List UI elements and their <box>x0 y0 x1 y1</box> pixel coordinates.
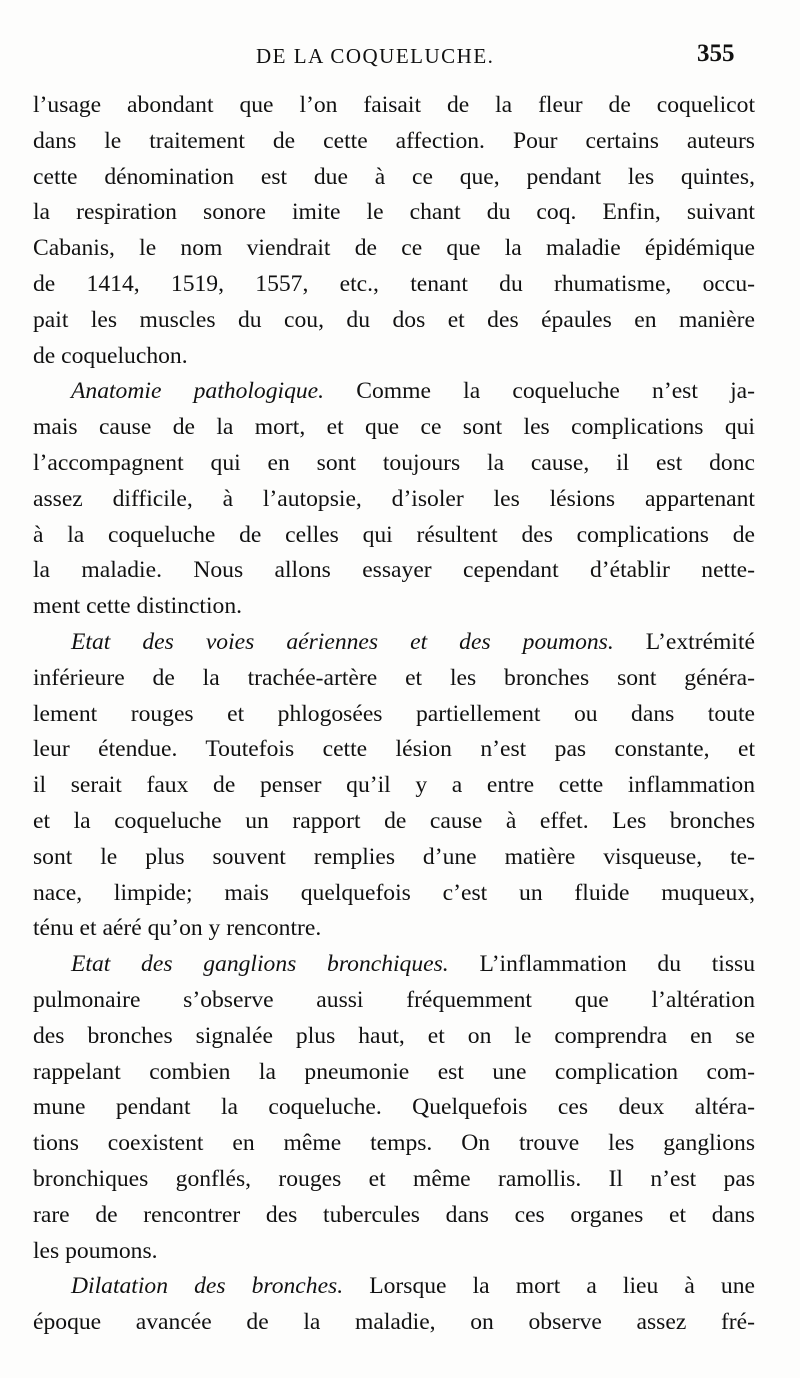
text-line <box>33 1198 755 1234</box>
line-text: et la coqueluche un rapport de cause à effet. Les bronches <box>33 807 755 834</box>
line-text: pait les muscles du cou, du dos et des épaules en manière <box>33 306 755 333</box>
text-line <box>33 876 755 912</box>
text-line <box>33 589 755 625</box>
text-line <box>33 1019 755 1055</box>
line-text: de coqueluchon. <box>33 342 188 369</box>
line-text: l’accompagnent qui en sont toujours la cause, il est donc <box>33 449 755 476</box>
text-line <box>33 1234 755 1270</box>
text-line <box>33 804 755 840</box>
line-text: il serait faux de penser qu’il y a entre cette inflammation <box>33 772 755 799</box>
line-text: à la coqueluche de celles qui résultent des complications de <box>33 521 755 548</box>
page-number: 355 <box>697 40 735 67</box>
section-heading-line <box>33 625 755 661</box>
text-line <box>33 661 755 697</box>
line-text: de 1414, 1519, 1557, etc., tenant du rhumatisme, occu- <box>33 270 755 297</box>
text-line <box>33 911 755 947</box>
line-text: ténu et aéré qu’on y rencontre. <box>33 915 322 942</box>
line-text: lement rouges et phlogosées partiellement ou dans toute <box>33 700 755 727</box>
text-line <box>33 840 755 876</box>
text-line <box>33 303 755 339</box>
text-line <box>33 732 755 768</box>
line-text: Lorsque la mort a lieu à une <box>343 1273 755 1300</box>
line-text: rare de rencontrer des tubercules dans ces organes et dans <box>33 1201 755 1228</box>
text-line <box>33 518 755 554</box>
line-text: cette dénomination est due à ce que, pendant les quintes, <box>33 163 755 190</box>
line-text: dans le traitement de cette affection. Pour certains auteurs <box>33 127 755 154</box>
line-text: époque avancée de la maladie, on observe assez fré- <box>33 1309 755 1336</box>
line-text: leur étendue. Toutefois cette lésion n’est pas constante, et <box>33 736 755 763</box>
text-line <box>33 195 755 231</box>
text-line <box>33 697 755 733</box>
line-text: pulmonaire s’observe aussi fréquemment que l’altération <box>33 986 755 1013</box>
line-text: assez difficile, à l’autopsie, d’isoler les lésions appartenant <box>33 485 755 512</box>
section-heading-line <box>33 374 755 410</box>
running-head <box>0 40 800 74</box>
line-text: L’extrémité <box>613 628 755 655</box>
text-line <box>33 1126 755 1162</box>
line-text: la maladie. Nous allons essayer cependant d’établir nette- <box>33 557 755 584</box>
text-line <box>33 482 755 518</box>
line-text: la respiration sonore imite le chant du coq. Enfin, suivant <box>33 199 755 226</box>
text-line <box>33 1162 755 1198</box>
line-text: des bronches signalée plus haut, et on le comprendra en se <box>33 1022 755 1049</box>
line-text: rappelant combien la pneumonie est une complication com- <box>33 1058 755 1085</box>
section-heading: Dilatation des bronches. <box>71 1273 344 1300</box>
text-line <box>33 160 755 196</box>
line-text: mune pendant la coqueluche. Quelquefois ces deux altéra- <box>33 1094 755 1121</box>
section-heading-line <box>33 1269 755 1305</box>
text-line <box>33 410 755 446</box>
section-heading: Etat des voies aériennes et des poumons. <box>71 628 614 655</box>
body-text <box>33 88 755 1341</box>
text-line <box>33 124 755 160</box>
line-text: Cabanis, le nom viendrait de ce que la maladie épidémique <box>33 235 755 262</box>
text-line <box>33 768 755 804</box>
section-heading-line <box>33 947 755 983</box>
line-text: nace, limpide; mais quelquefois c’est un fluide muqueux, <box>33 879 755 906</box>
text-line <box>33 231 755 267</box>
section-heading: Etat des ganglions bronchiques. <box>71 951 449 978</box>
line-text: ment cette distinction. <box>33 593 243 620</box>
text-line <box>33 553 755 589</box>
text-line <box>33 983 755 1019</box>
text-line <box>33 1055 755 1091</box>
line-text: bronchiques gonflés, rouges et même ramollis. Il n’est pas <box>33 1165 755 1192</box>
running-title: DE LA COQUELUCHE. <box>256 44 495 68</box>
line-text: L’inflammation du tissu <box>448 951 755 978</box>
line-text: mais cause de la mort, et que ce sont les complications qui <box>33 414 755 441</box>
text-line <box>33 446 755 482</box>
line-text: l’usage abondant que l’on faisait de la fleur de coquelicot <box>33 92 755 118</box>
section-heading: Anatomie pathologique. <box>71 378 325 405</box>
text-line <box>33 1305 755 1341</box>
line-text: Comme la coqueluche n’est ja- <box>324 378 755 405</box>
text-line <box>33 267 755 303</box>
text-line <box>33 1090 755 1126</box>
text-line <box>33 339 755 375</box>
text-line <box>33 88 755 124</box>
line-text: tions coexistent en même temps. On trouve les ganglions <box>33 1130 755 1157</box>
line-text: les poumons. <box>33 1237 158 1264</box>
line-text: inférieure de la trachée-artère et les bronches sont généra- <box>33 664 755 691</box>
line-text: sont le plus souvent remplies d’une matière visqueuse, te- <box>33 843 755 870</box>
